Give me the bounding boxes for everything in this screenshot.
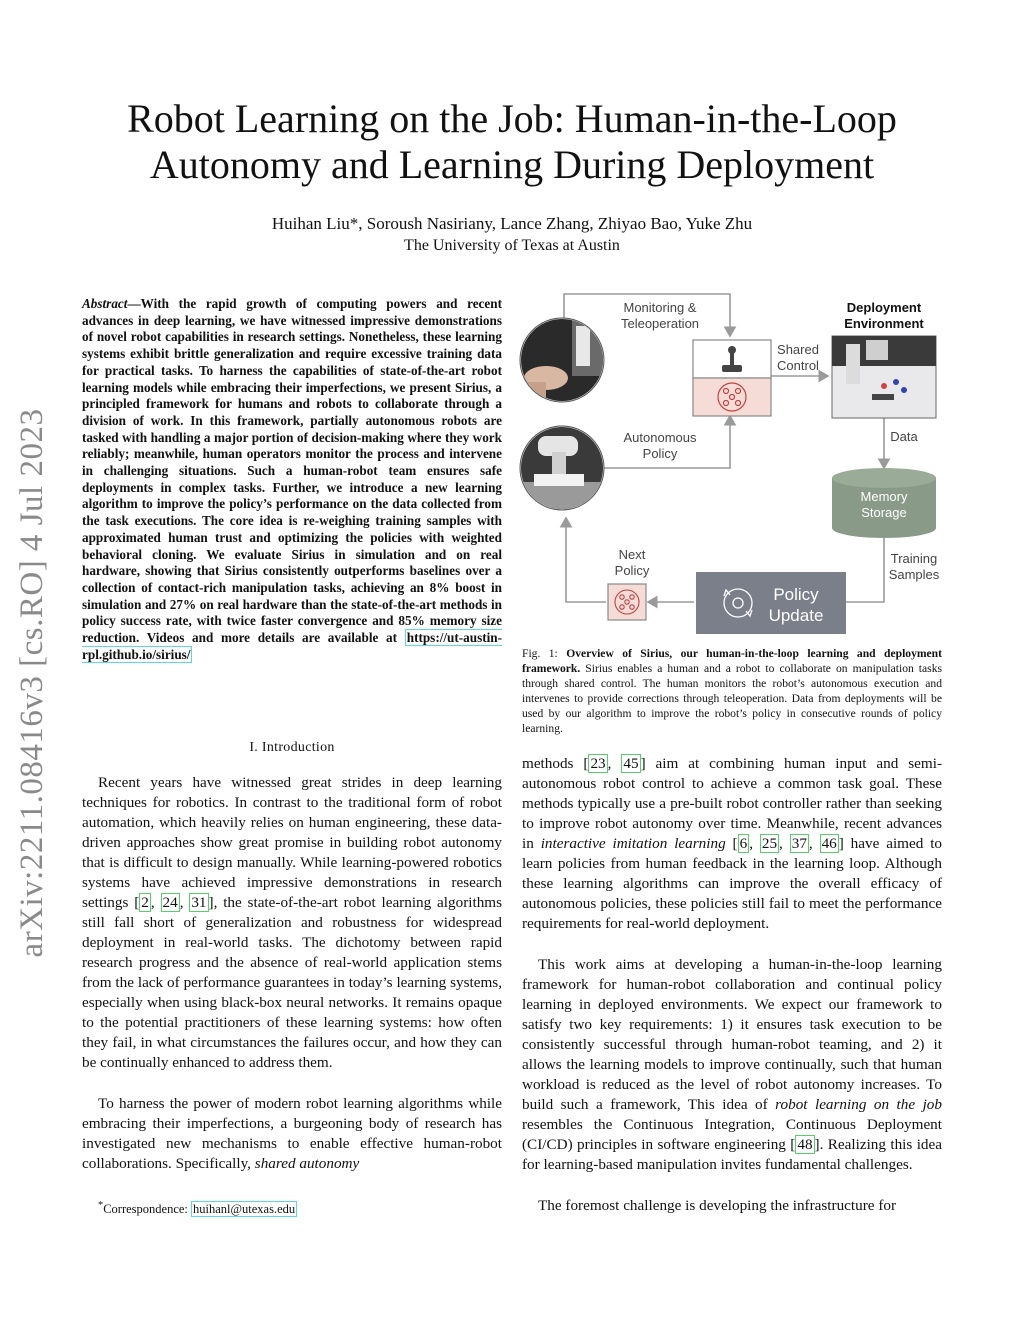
citation-link[interactable]: 24: [162, 894, 178, 911]
citation-link[interactable]: 23: [590, 755, 606, 772]
text-run: methods [: [522, 755, 589, 772]
label-data: Data: [890, 429, 918, 444]
text-run: ,: [808, 835, 820, 852]
footnote-mark: *: [98, 1200, 104, 1211]
abstract: [82, 296, 502, 663]
label-deployment-2: Environment: [844, 316, 924, 331]
intro-paragraph-1: [82, 773, 502, 1073]
right-paragraph-1: [522, 754, 942, 934]
label-autonomous-2: Policy: [642, 446, 678, 461]
label-update-1: Policy: [773, 585, 819, 604]
text-run: ,: [607, 755, 622, 772]
label-next-1: Next: [618, 547, 646, 562]
text-run: ] have aimed to learn policies from human feedback in the learning loop. Although these learning algorithms can improve the overall efficacy of autonomous policies, these policies still fail to meet the performance requirements for real-world deployment.: [522, 835, 943, 932]
label-autonomous-1: Autonomous: [623, 430, 697, 445]
email-link[interactable]: huihanl@utexas.edu: [193, 1202, 296, 1217]
arrow-loop-back: [566, 518, 606, 602]
text-run: ,: [749, 835, 760, 852]
caption-title: Overview of Sirius, our human-in-the-loop learning and deployment framework.: [522, 647, 942, 675]
label-memory-1: Memory: [860, 489, 908, 504]
text-run: Recent years have witnessed great strides in deep learning techniques for robotics. In contrast to the traditional form of robot automation, which heavily relies on human engineering, these data-driven approaches show great promise in building robot autonomy that is difficult to design manually. While learning-powered robotics systems have achieved impressive demonstrations in research settings [: [82, 774, 502, 911]
citation-link[interactable]: 6: [739, 835, 748, 852]
text-run: ,: [779, 835, 790, 852]
emphasis: shared autonomy: [254, 1155, 360, 1172]
emphasis: interactive imitation learning: [540, 835, 726, 852]
citation-link[interactable]: 48: [797, 1136, 813, 1153]
affiliation: The University of Texas at Austin: [404, 237, 620, 254]
label-deployment-1: Deployment: [846, 300, 922, 315]
right-paragraph-2: [522, 955, 942, 1175]
label-shared-1: Shared: [777, 342, 819, 357]
text-run: ] aim at combining human input and semi-autonomous robot control to achieve a common task goal. These methods typically use a pre-built robot controller rather than seeking to improve robot autonomy over time. Meanwhile, recent advances in: [522, 755, 943, 852]
next-policy-box: [608, 584, 646, 620]
autonomous-robot-photo: [516, 424, 608, 514]
text-run: ], the state-of-the-art robot learning algorithms still fall short of generalization and robustness for widespread deployment in real-world tasks. The dichotomy between rapid research progress and the absence of real-world application stems from the lack of performance guarantees in today’s learning systems, especially when using black-box neural networks. It remains opaque to the potential practitioners of these learning systems: how often they fail, in what circumstances the failures occur, and how they can be continually enhanced to address them.: [82, 894, 503, 1071]
label-memory-2: Storage: [861, 505, 907, 520]
title-line-2: Autonomy and Learning During Deployment: [149, 142, 875, 187]
footnote-label: Correspondence:: [103, 1202, 192, 1217]
text-run: ,: [150, 894, 161, 911]
abstract-label: Abstract: [82, 296, 128, 311]
label-monitoring-2: Teleoperation: [620, 316, 700, 331]
text-run: To harness the power of modern robot learning algorithms while embracing their imperfections, a burgeoning body of research has investigated new mechanisms to enable effective human-robot collaborations. Specifically,: [82, 1095, 502, 1172]
right-paragraph-3: The foremost challenge is developing the infrastructure for: [538, 1197, 897, 1214]
caption-text: Sirius enables a human and a robot to collaborate on manipulation tasks through shared control. The human monitors the robot’s autonomous execution and intervenes to provide corrections through teleoperation. Data from deployments will be used by our algorithm to improve the robot’s policy in consecutive rounds of policy learning.: [522, 662, 942, 735]
author-list: Huihan Liu*, Soroush Nasiriany, Lance Zhang, Zhiyao Bao, Yuke Zhu: [271, 214, 753, 233]
title-line-1: Robot Learning on the Job: Human-in-the-Loop: [127, 96, 897, 141]
paper-title: [80, 96, 944, 188]
figure-1-diagram: [516, 286, 946, 638]
citation-link[interactable]: 31: [191, 894, 207, 911]
teleoperation-photo: [516, 316, 612, 406]
emphasis: robot learning on the job: [775, 1096, 942, 1113]
text-run: This work aims at developing a human-in-the-loop learning framework for human-robot collaboration and continual policy learning in deployed environments. We expect our framework to satisfy two key requirements: 1) it ensures task execution to be consistently successful through human-robot teaming, and 2) it allows the learning models to improve continually, such that human workload is reduced as the level of robot autonomy increases. To build such a framework, This idea of: [522, 956, 942, 1113]
label-update-2: Update: [768, 606, 824, 625]
label-training-2: Samples: [888, 567, 940, 582]
project-link[interactable]: https://ut-austin-rpl.github.io/sirius/: [82, 630, 502, 662]
deployment-environment-photo: [832, 336, 936, 418]
text-run: resembles the Continuous Integration, Continuous Deployment (CI/CD) principles in software engineering [: [522, 1116, 942, 1153]
citation-link[interactable]: 37: [791, 835, 807, 852]
label-training-1: Training: [890, 551, 938, 566]
citation-link[interactable]: 25: [761, 835, 778, 852]
label-monitoring-1: Monitoring &: [623, 300, 697, 315]
text-run: ,: [179, 894, 190, 911]
citation-link[interactable]: 46: [821, 835, 837, 852]
text-run: ]. Realizing this idea for learning-based manipulation invites fundamental challenges.: [522, 1136, 943, 1173]
label-next-2: Policy: [614, 563, 650, 578]
intro-paragraph-2: [82, 1094, 502, 1174]
abstract-text: —With the rapid growth of computing powers and recent advances in deep learning, we have witnessed impressive demonstrations of novel robot capabilities in research settings. Nonetheless, these learning systems exhibit brittle generalization and require excessive training data for practical tasks. To harness the capabilities of state-of-the-art robot learning models while embracing their imperfections, we present Sirius, a principled framework for humans and robots to collaborate through a division of work. In this framework, partially autonomous robots are tasked with handling a major portion of decision-making where they work reliably; meanwhile, human operators monitor the process and intervene in challenging situations. Such a human-robot team ensures safe deployments in complex tasks. Further, we introduce a new learning algorithm to improve the policy’s performance on the data collected from the task executions. The core idea is re-weighing training samples with approximated human trust and optimizing the policies with weighted behavioral cloning. We evaluate Sirius in simulation and on real hardware, showing that Sirius consistently outperforms baselines over a collection of contact-rich manipulation tasks, achieving an 8% boost in simulation and 27% on real hardware than the state-of-the-art methods in policy success rate, with twice faster convergence and 85% memory size reduction. Videos and more details are available at: [82, 296, 502, 646]
label-shared-2: Control: [777, 358, 819, 373]
footnote: [98, 1198, 498, 1217]
arxiv-identifier: arXiv:2211.08416v3 [cs.RO] 4 Jul 2023: [14, 408, 50, 958]
caption-prefix: Fig. 1:: [522, 647, 567, 660]
citation-link[interactable]: 2: [141, 894, 149, 911]
figure-caption: [522, 646, 942, 736]
citation-link[interactable]: 45: [623, 755, 639, 772]
text-run: [: [725, 835, 738, 852]
shared-control-box: [693, 340, 771, 416]
section-heading-introduction: I. Introduction: [249, 740, 335, 755]
